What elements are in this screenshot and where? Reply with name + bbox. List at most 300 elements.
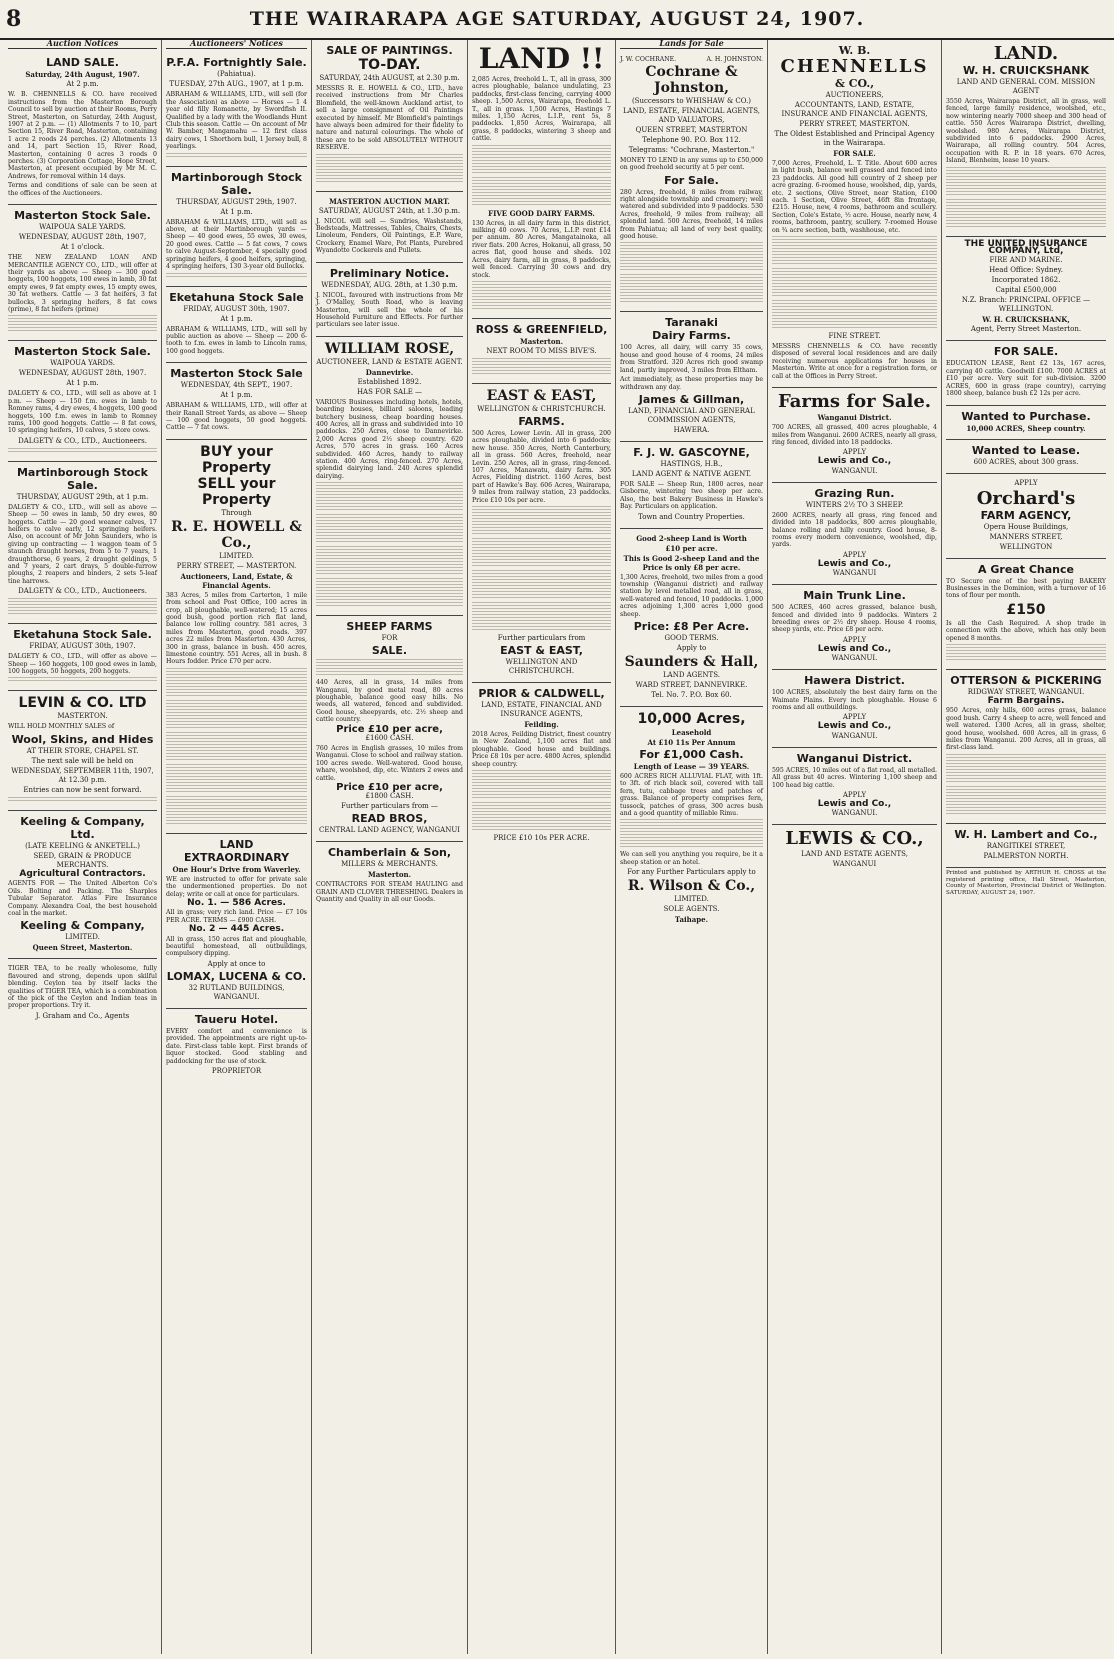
ad-body: EVERY comfort and convenience is provided. The appointments are right up-to-date. First-class table kept. First brands of liquor stocked. Good stabling and paddocking for the use of stock. [166, 1027, 307, 1065]
ad-body: 1,300 Acres, freehold, two miles from a good township (Wanganui district) and railway station by level metalled road, all in grass, well-watered and fenced, 10 paddocks. 1,000 acres adjoining 1,300 acres 1,000 good sheep. [620, 573, 763, 618]
ad-price-1: Price £10 per acre, [336, 723, 443, 735]
ad-incorporated: Incorporated 1862. [991, 276, 1061, 285]
text-filler [472, 281, 611, 311]
ad-signature: DALGETY & CO., LTD., Auctioneers. [18, 587, 147, 596]
ad-title: LAND EXTRAORDINARY [183, 837, 290, 864]
otterson-pickering-ad [946, 670, 1106, 824]
ad-body: 600 ACRES RICH ALLUVIAL FLAT, with 1ft. to 3ft. of rich black soil, covered with tall fern, tutu, cabbage trees and patches of grass. Balance of property comprises fern, tussock, patches of grass, 300 acres bush and a good quantity of millable Rimu. [620, 772, 763, 817]
ad-address: 32 RUTLAND BUILDINGS, WANGANUI. [188, 983, 285, 1001]
ad-firm: Lewis and Co., [817, 721, 892, 732]
ad-body: ABRAHAM & WILLIAMS, LTD., will sell (for the Association) as above — Horses — 1 4 year old filly Romanette, by Swordfish II. Qualified by a lady with the Woodlands Hunt Club this season. Cattle — On account of Mr W. Bamber, Mangamahu — 12 first class dairy cows, 1 Shorthorn bull, 1 Jersey bull, 8 yearlings. [166, 91, 307, 151]
ad-title-3: & CO., [834, 77, 875, 90]
ad-title: PRIOR & CALDWELL, [478, 686, 605, 700]
ad-body: 500 ACRES, 460 acres grassed, balance bush, fenced and divided into 9 paddocks. Winters 2 breeding ewes or 2½ dry sheep. House 4 rooms, sheep yards, etc. Price £8 per acre. [772, 604, 937, 634]
lambert-ad [946, 824, 1106, 868]
ad-body-2: MESSRS CHENNELLS & CO. have recently disposed of several local residences and are daily receiving numerous applications for houses in Masterton. Write at once for a registration form, or call at the Offices in Perry Street. [772, 343, 937, 380]
ad-body: CONTRACTORS FOR STEAM HAULING and GRAIN AND CLOVER THRESHING. Dealers in Quantity and Quality in all our Goods. [316, 881, 463, 904]
text-filler [472, 802, 611, 832]
ad-address: Queen Street, Masterton. [32, 943, 133, 953]
keeling-ad [8, 811, 157, 959]
ad-title: W. H. Lambert and Co., [954, 827, 1098, 841]
ad-apply: APPLY [842, 635, 867, 644]
ad-address: QUEEN STREET, MASTERTON [635, 125, 748, 134]
ad-body: 100 Acres, all dairy, will carry 35 cows, house and good house of 4 rooms, 24 miles from Stratford. 320 Acres rich good swamp land, partly improved, 3 miles from Eltham. [620, 344, 763, 374]
ad-town: Town and Country Properties. [638, 512, 745, 521]
ad-further: For any Further Particulars apply to [627, 868, 756, 877]
ad-agents: AGENTS FOR — The United Alberton Co's Oils. Bolting and Packing. The Sharples Tubular Separator. Atlas Fire Insurance Company. Alexandra Coal, the best household coal in the market. [8, 880, 157, 917]
ad-title: LEWIS & CO., [785, 828, 924, 850]
text-filler [946, 199, 1106, 229]
column-6 [768, 40, 942, 1654]
ad-sole-agents: SOLE AGENTS. [663, 905, 720, 914]
ad-price: Price: £8 Per Acre. [633, 619, 750, 633]
hawera-district-ad [772, 670, 937, 748]
ad-note: Act immediately, as these properties may be withdrawn any day. [620, 376, 763, 391]
ad-cash: For £1,000 Cash. [639, 747, 744, 761]
wanted-lease-ad [946, 440, 1106, 474]
ad-title-2: Agricultural Contractors. [19, 868, 146, 879]
ad-for-sale: FOR SALE. [833, 149, 876, 158]
ad-title: Grazing Run. [814, 486, 895, 500]
main-trunk-ad [772, 585, 937, 670]
ad-title-2: CHENNELLS [780, 56, 929, 77]
ad-further: Further particulars from — [341, 802, 438, 811]
ad-firm: Lewis and Co., [817, 799, 892, 810]
column-2 [162, 40, 312, 1654]
ad-body: 600 ACRES, about 300 grass. [973, 457, 1079, 466]
ad-date: WEDNESDAY, SEPTEMBER 11th, 1907, At 12.30 p.m. [11, 766, 154, 784]
land-ad [472, 40, 611, 319]
ad-subtitle: WINTERS 2½ TO 3 SHEEP. [805, 500, 904, 509]
column-1 [4, 40, 162, 1654]
ad-title-2: TO-DAY. [358, 57, 421, 73]
text-filler [8, 797, 157, 803]
text-filler [620, 819, 763, 849]
ad-firm: READ BROS, [351, 812, 428, 826]
ad-note: The next sale will be held on [31, 756, 134, 765]
ad-subtitle: WELLINGTON & CHRISTCHURCH. [477, 404, 606, 413]
ad-date: WEDNESDAY, AUG. 28th, at 1.30 p.m. [321, 280, 458, 289]
cochrane-johnston-ad [620, 52, 763, 312]
ad-title: SALE OF PAINTINGS. [326, 44, 453, 57]
ad-place: PALMERSTON NORTH. [983, 851, 1069, 860]
ad-date: Saturday, 24th August, 1907. [25, 70, 140, 80]
ad-entries: Entries can now be sent forward. [23, 785, 142, 794]
ad-title: EAST & EAST, [486, 387, 597, 404]
ad-terms: GOOD TERMS. [664, 633, 719, 642]
text-filler [316, 514, 463, 544]
farms-for-sale-ad [772, 388, 937, 483]
text-filler [772, 300, 937, 330]
masterton-sale-ad [166, 363, 307, 440]
ad-note: We can sell you anything you require, be it a sheep station or an hotel. [620, 851, 763, 866]
ad-title: Keeling & Company, Ltd. [20, 814, 145, 841]
ad-title: A Great Chance [978, 562, 1074, 576]
ad-title: P.F.A. Fortnightly Sale. [166, 56, 307, 70]
ad-body: 7,000 Acres, Freehold, L. T. Title. About 600 acres in light bush, balance well grassed and fenced into 23 paddocks. All good hill country of 2 sheep per acre grazing. 6-roomed house, woolshed, dip, yards, etc. 2 sections, Olive Street, near Station, £100 each. 1 Section, Olive Street, 46ft 8in frontage, £215. House, new, 4 rooms, bathroom and scullery. Section, Cole's Estate, ½ acre. House, nearly new, 4 rooms, bathroom, pantry, scullery. 7-roomed House on ¾ acre section, bath, washhouse, etc. [772, 160, 937, 234]
ad-subtitle: RANGITIKEI STREET, [986, 841, 1066, 850]
ad-telegrams: Telegrams: "Cochrane, Masterton." [628, 145, 755, 154]
ad-title: Orchard's [976, 487, 1076, 509]
ad-address: MANNERS STREET, [989, 532, 1063, 541]
ad-title: Eketahuna Stock Sale [169, 290, 304, 304]
ad-firm-sub: CENTRAL LAND AGENCY, WANGANUI [319, 826, 460, 835]
ad-limited: LIMITED. [219, 551, 254, 560]
ad-body: DALGETY & CO., LTD., will sell as above — Sheep — 50 ewes in lamb, 50 dry ewes, 80 hoggets. Cattle — 20 good weaner calves, 17 heifers to calve early, 12 springing heifers. Also, on account of Mr John Saunders, who is giving up contracting — 1 waggon team of 5 staunch draught horses, from 5 to 7 years, 1 draughthorse, 6 years, 2 draught geldings, 5 and 7 years, 2 cart drays, 5 double-furrow ploughs, 2 reapers and binders, 2 sets 5-leaf tine harrows. [8, 503, 157, 585]
ad-subtitle: (LATE KEELING & ANKETELL.) [25, 841, 140, 850]
text-filler [166, 764, 307, 794]
ad-signature: J. Graham and Co., Agents [35, 1011, 130, 1020]
ad-place: WANGANUI. [831, 809, 878, 818]
ad-time: At 1 p.m. [220, 391, 253, 400]
ad-body: 3550 Acres, Wairarapa District, all in grass, well fenced, large family residence, woolshed, etc., now wintering nearly 7000 sheep and 300 head of cattle. 550 Acres Wairarapa District, dwelling, woolshed. 980 Acres, Wairarapa District, subdivided into 6 paddocks. 2900 Acres, Wairarapa, all rolling country. 504 Acres, occupation with R. P. in 18 years. 670 Acres, Island, Blenheim, lease 10 years. [946, 98, 1106, 165]
text-filler [472, 506, 611, 536]
ad-signature: DALGETY & CO., LTD., Auctioneers. [18, 436, 147, 445]
ad-body: W. B. CHENNELLS & CO. have received instructions from the Masterton Borough Council to sell by auction at their Rooms, Perry Street, Masterton, on Saturday, 24th August, 1907 at 2 p.m. — (1) Allotments 7 to 10, part Section 15, River Road, Masterton, containing 1 acre 2 roods 24 perches. (2) Allotments 13 and 14, part Section 15, River Road, Masterton, containing 0 acres 3 roods 0 perches. (3) Corporation Cottage, Hope Street, Masterton, at present occupied by Mr M. C. Andrews, for removal within 14 days. [8, 91, 157, 180]
ad-subtitle: MASTERTON. [57, 712, 108, 721]
ad-subtitle: MILLERS & MERCHANTS. [341, 860, 438, 869]
column-header: Lands for Sale [620, 40, 763, 49]
text-filler [166, 732, 307, 762]
ad-body: 100 ACRES, absolutely the best dairy farm on the Waimate Plains. Every inch ploughable. House 6 rooms and all outbuildings. [772, 689, 937, 711]
ad-subtitle: RIDGWAY STREET, WANGANUI. [967, 687, 1085, 696]
ad-title: LAND SALE. [46, 56, 119, 70]
eketahuna-stock-sale [8, 624, 157, 691]
ad-apply: Apply to [676, 643, 707, 652]
ad-apply: APPLY [842, 550, 867, 559]
ad-apply: APPLY [842, 713, 867, 722]
text-filler [8, 315, 157, 333]
ross-greenfield-ad [472, 319, 611, 384]
ad-body: 440 Acres, all in grass, 14 miles from Wanganui, by good metal road, 80 acres ploughable, balance good easy hills. No weeds, all watered, fenced and subdivided. Good house, sheepyards, etc. 2½ sheep and cattle country. [316, 679, 463, 724]
ad-line-1: BUY your Property [200, 443, 273, 476]
ad-address: PERRY STREET, MASTERTON. [799, 120, 910, 128]
ad-apply: APPLY [842, 448, 867, 457]
ad-place: Feilding. [524, 719, 559, 729]
ad-firm-sub: LAND, FINANCIAL AND GENERAL COMMISSION AGENTS, [628, 406, 755, 424]
ad-date: TUESDAY, 27th AUG., 1907, at 1 p.m. [169, 80, 304, 89]
ad-farms: FARMS. [518, 414, 565, 428]
chamberlain-ad [316, 842, 463, 910]
ad-place: Dannevirke. [365, 367, 414, 377]
ad-title: LEVIN & CO. LTD [18, 695, 147, 712]
ad-body: THE NEW ZEALAND LOAN AND MERCANTILE AGENCY CO., LTD., will offer at their yards as above — Sheep — 300 good hoggets, 100 hoggets, 100 ewes in lamb, 30 fat empty ewes, 9 fat empty ewes, 15 empty ewes, 30 fat wethers. Cattle — 3 fat heifers, 3 fat bullocks, 3 springing heifers, 8 fat cows (prime), 8 fat heifers (prime) [8, 254, 157, 313]
ad-title: LAND !! [478, 42, 605, 75]
ad-body-2: 760 Acres in English grasses, 10 miles from Wanganui. Close to school and railway station. 100 acres swede. Well-watered. Good house, whare, woolshed, dip, etc. Winters 2 ewes and cattle. [316, 745, 463, 782]
ad-title: 10,000 Acres, [637, 710, 746, 727]
ad-subtitle: WAIPOUA YARDS. [50, 359, 115, 368]
text-filler [946, 644, 1106, 662]
ad-subtitle: Leasehold [671, 727, 712, 737]
ad-line-3: Through [221, 508, 252, 517]
ad-note: The Oldest Established and Principal Agency in the Wairarapa. [774, 130, 935, 147]
cruickshank-land-ad [946, 40, 1106, 237]
ad-title: Wanganui District. [796, 751, 913, 765]
pfa-sale-ad [166, 52, 307, 166]
ad-five-dairy-farms: FIVE GOOD DAIRY FARMS. [488, 208, 595, 218]
wanted-purchase-ad [946, 406, 1106, 440]
ad-for-sale: For Sale. [664, 173, 719, 187]
ad-name: W. H. CRUICKSHANK [963, 64, 1089, 77]
ad-price: £150 [1006, 601, 1046, 618]
ad-body: J. NICOL, favoured with instructions from Mr J. O'Malley, South Road, who is leaving Masterton, will sell the whole of his Household Furniture and Effects. For further particulars see later issue. [316, 291, 463, 329]
ad-line-2: £10 per acre. [665, 543, 718, 553]
column-4 [468, 40, 616, 1654]
text-filler [772, 236, 937, 266]
ad-line: ACCOUNTANTS, LAND, ESTATE, INSURANCE AND FINANCIAL AGENTS, [781, 101, 928, 118]
ad-lease: Length of Lease — 39 YEARS. [633, 761, 750, 771]
ad-body: 280 Acres, freehold, 8 miles from railway, right alongside township and creamery; well watered and subdivided into 9 paddocks. 530 Acres, freehold, 9 miles from railway; all splendid land. 500 Acres, freehold, 14 miles from Pahiatua; all land of very best quality, good house. [620, 188, 763, 241]
ad-subtitle: LAND AND GENERAL COM. MISSION AGENT [956, 78, 1096, 95]
ad-place: WELLINGTON [999, 542, 1053, 551]
ad-body: MESSRS R. E. HOWELL & CO., LTD., have received instructions from Mr Charles Blomfield, the well-known Auckland artist, to sell a large consignment of Oil Paintings executed by himself. Mr Blomfield's paintings have always been admired for their fidelity to nature and natural colourings. The whole of these are to be sold ABSOLUTELY WITHOUT RESERVE. [316, 85, 463, 152]
ad-title: Farms for Sale. [777, 391, 932, 413]
text-filler [8, 598, 157, 616]
ad-line: LAND AGENT & NATIVE AGENT. [631, 469, 752, 478]
ad-title: F. J. W. GASCOYNE, [633, 445, 750, 459]
ad-title: W. B. [838, 44, 871, 57]
ad-body: J. NICOL will sell — Sundries, Washstands, Bedsteads, Mattresses, Tables, Chairs, Chests, Linoleum, Fenders, Oil Paintings, E.P. Ware, Crockery, Enamel Ware, Pot Plants, Purebred Wyandotte Cockerels and Pullets. [316, 217, 463, 255]
ad-fine-street: FINE STREET. [828, 332, 881, 341]
ad-place: Taihape. [674, 915, 709, 925]
ad-lot-2-body: All in grass, 150 acres flat and ploughable, beautiful homestead, all outbuildings, compulsory dipping. [166, 935, 307, 958]
ad-agent: W. H. CRUICKSHANK, [982, 315, 1070, 325]
masthead [0, 0, 1114, 40]
ad-limited: LIMITED. [65, 933, 100, 942]
ad-title: Eketahuna Stock Sale. [13, 628, 152, 642]
ad-subtitle: Opera House Buildings, [983, 522, 1069, 531]
eketahuna-sale-ad [166, 287, 307, 364]
ad-title: Martinborough Stock Sale. [16, 465, 148, 492]
ad-line-1: Good 2-sheep Land is Worth [636, 533, 747, 543]
ad-body: ABRAHAM & WILLIAMS, LTD., will sell by public auction as above — Sheep — 200 6-tooth to f.m. ewes in lamb to Lincoln rams, 100 good hoggets. [166, 325, 307, 355]
ad-subtitle: One Hour's Drive from Waverley. [172, 864, 301, 874]
ad-title: FOR SALE. [993, 345, 1059, 359]
ad-body: WILL HOLD MONTHLY SALES of [8, 723, 115, 731]
ad-title-2: FARM AGENCY, [980, 508, 1072, 522]
text-filler [472, 538, 611, 568]
wilson-ad [620, 707, 763, 930]
ad-time: At 2 p.m. [66, 80, 99, 89]
ad-title: Masterton Stock Sale. [14, 345, 151, 359]
ad-address: WARD STREET, DANNEVIRKE. [635, 680, 748, 689]
ad-date: THURSDAY, AUGUST 29th, at 1 p.m. [16, 492, 149, 501]
text-filler [472, 570, 611, 600]
ad-branch: N.Z. Branch: PRINCIPAL OFFICE — WELLINGTON. [961, 296, 1091, 314]
text-filler [166, 796, 307, 826]
ad-lot-2: No. 2 — 445 Acres. [188, 924, 285, 935]
ad-subtitle: LAND, ESTATE, FINANCIAL AND INSURANCE AGENTS, [481, 700, 602, 718]
ad-title: Hawera District. [804, 674, 905, 688]
ad-agent-sub: Agent, Perry Street Masterton. [970, 325, 1082, 334]
united-insurance-ad [946, 237, 1106, 342]
martinborough-stock-sale [8, 462, 157, 624]
ad-line: LAND, ESTATE, FINANCIAL AGENTS, AND VALUATORS, [622, 106, 761, 124]
ad-body: DALGETY & CO., LTD., will offer as above — Sheep — 160 hoggets, 100 good ewes in lamb, 100 hoggets, 50 hoggets, 200 hoggets. [8, 653, 157, 676]
east-east-ad [472, 384, 611, 683]
ad-title: LAND. [993, 43, 1059, 64]
ad-date: WEDNESDAY, AUGUST 28th, 1907. [18, 369, 147, 378]
lewis-co-ad [772, 825, 937, 875]
ad-body: 2018 Acres, Feilding District, finest country in New Zealand, 1,100 acres flat and ploughable. Good house and buildings. Price £8 10s per acre. 4800 Acres, splendid sheep country. [472, 730, 611, 768]
for-sale-ad [946, 341, 1106, 405]
howell-ad [166, 440, 307, 834]
newspaper-title: THE WAIRARAPA AGE SATURDAY, AUGUST 24, 1907. [249, 8, 865, 30]
ad-firm: EAST & EAST, [500, 643, 583, 657]
text-filler [472, 358, 611, 376]
column-3 [312, 40, 468, 1654]
ad-date: FRIDAY, AUGUST 30th, 1907. [29, 642, 136, 651]
ad-established: Established 1892. [357, 377, 422, 386]
ad-subtitle: HASTINGS, H.B., [660, 459, 723, 468]
ad-subtitle: AUCTIONEERS, [825, 91, 884, 99]
ad-apply: Apply at once to [207, 959, 266, 968]
ad-title-2: Wool, Skins, and Hides [11, 732, 154, 746]
ad-title: Main Trunk Line. [803, 589, 906, 603]
text-filler [166, 700, 307, 730]
ad-body: FOR SALE — Sheep Run, 1800 acres, near Gisborne, wintering two sheep per acre. Also, the best Bakery Business in Hawke's Bay. Particulars on application. [620, 480, 763, 511]
ad-subtitle: NEXT ROOM TO MISS BIVE'S. [486, 346, 597, 355]
grazing-run-ad [772, 483, 937, 585]
ad-terms: Terms and conditions of sale can be seen at the offices of the Auctioneers. [8, 182, 157, 197]
ad-cash-2: £1800 CASH. [365, 792, 414, 801]
page-columns [4, 40, 1110, 1654]
printer-imprint: Printed and published by ARTHUR H. CROSS at the registered printing office, Hall Street, Masterton, County of Masterton, Provincial District of Wellington. SATURDAY, AUGUST 24, 1907. [946, 869, 1106, 897]
ad-body: TO Secure one of the best paying BAKERY Businesses in the Dominion, with a turnover of 16 tons of flour per month. [946, 577, 1106, 600]
ad-body: TIGER TEA, to be really wholesome, fully flavoured and strong, depends upon skilful blending. Ceylon tea by itself lacks the qualities of TIGER TEA, which is a combination of the pick of the Ceylon and Indian teas in proper proportions. Try it. [8, 965, 157, 1010]
ad-body: 10,000 ACRES, Sheep country. [966, 423, 1086, 433]
ad-telephone: Tel. No. 7. P.O. Box 60. [651, 690, 732, 699]
ad-body: EDUCATION LEASE, Rent £2 13s, 167 acres, carrying 40 cattle. Goodwill £100. 7000 ACRES at £10 per acre. Very suit for sub-division. 3200 ACRES, 600 in grass (rape country), carrying 1800 sheep, balance bush £2 12s per acre. [946, 360, 1106, 398]
ad-title: Chamberlain & Son, [327, 846, 452, 860]
ad-date: SATURDAY, 24th AUGUST, at 2.30 p.m. [319, 74, 460, 82]
ad-line: SEED, GRAIN & PRODUCE MERCHANTS. [33, 851, 132, 869]
ad-date: THURSDAY, AUGUST 29th, 1907. [176, 197, 297, 206]
column-7 [942, 40, 1110, 1654]
ad-subtitle: FIRE AND MARINE. [989, 256, 1063, 265]
ad-price-2: Price £10 per acre, [336, 782, 443, 794]
text-filler [472, 602, 611, 632]
ad-place: Masterton. [367, 870, 412, 880]
partner-right: A. H. JOHNSTON. [706, 56, 763, 64]
ad-title: Taranaki [665, 316, 718, 330]
ad-time: At 1 p.m. [66, 379, 99, 388]
ad-limited: LIMITED. [674, 895, 709, 904]
ad-place: WANGANUI. [831, 654, 878, 663]
text-filler [472, 770, 611, 800]
text-filler [316, 578, 463, 608]
ad-body: ABRAHAM & WILLIAMS, LTD., will sell as above, at their Martinborough yards — Sheep — 40 good ewes, 55 ewes, 30 ewes, 20 good ewes. Cattle — 5 fat cows, 7 cows to calve August-September, 4 specially good springing heifers, 4 good heifers, springing, 4 springing heifers, 130 3-year old bullocks. [166, 218, 307, 271]
ad-place: WANGANUI [832, 569, 877, 578]
ad-place: HAWERA. [673, 425, 710, 434]
ad-title: OTTERSON & PICKERING [950, 673, 1102, 687]
ad-place: WANGANUI [832, 860, 877, 869]
ad-farm-bargains: Farm Bargains. [987, 695, 1065, 706]
land-extraordinary-ad [166, 834, 307, 1009]
text-filler [316, 546, 463, 576]
ad-firm: Lewis and Co., [817, 643, 892, 654]
ad-price: PRICE £10 10s PER ACRE. [493, 834, 590, 842]
martinborough-sale-ad [166, 167, 307, 287]
ad-name: Keeling & Company, [20, 919, 145, 933]
ad-date: FRIDAY, AUGUST 30th, 1907. [183, 304, 290, 313]
ad-capital: Capital £500,000 [995, 286, 1057, 295]
ad-body: 2,085 Acres, freehold L. T., all in grass, 300 acres ploughable, balance undulating, 23 paddocks, first-class fencing, carrying 4000 sheep. 1,500 Acres, Wairarapa, freehold L. T., all in grass. 1,500 Acres, Hastings 7 miles. 1,150 Acres, L.I.P., rent 5s, 8 paddocks. 1,850 Acres, Wairarapa, all grass, 8 paddocks, wintering 3 sheep and cattle. [472, 76, 611, 143]
ad-body: VARIOUS Businesses including hotels, hotels, boarding houses, billiard saloons, leading butchery business, cheap boarding houses. 400 Acres, all in grass and subdivided into 10 paddocks. 250 Acres, close to Dannevirke. 2,000 Acres good 2½ sheep country. 620 Acres, 570 acres in grass. 160 Acres subdivided. 460 Acres, handy to railway station. 400 Acres, ring-fenced. 270 Acres, splendid dairying land. 240 Acres splendid dairying. [316, 398, 463, 480]
preliminary-notice-ad [316, 263, 463, 337]
text-filler [166, 668, 307, 698]
sheep-farms-ad [316, 616, 463, 842]
ad-title: SHEEP FARMS [346, 620, 433, 634]
text-filler [472, 177, 611, 207]
ad-body: 2600 ACRES, nearly all grass, ring fenced and divided into 18 paddocks, 800 acres ploughable, balance rolling and hilly country. Good house, 8-rooms every modern convenience, woolshed, dip, yards. [772, 511, 937, 549]
ad-place: WANGANUI. [831, 731, 878, 740]
ad-firm: Lewis and Co., [817, 558, 892, 569]
ad-role: Auctioneers, Land, Estate, & Financial Agents. [180, 571, 293, 590]
text-filler [316, 482, 463, 512]
ad-time: At 1 p.m. [220, 314, 253, 323]
text-filler [8, 448, 157, 454]
ad-body: 383 Acres, 5 miles from Carterton, 1 mile from school and Post Office, 100 acres in crop, all ploughable, well-watered; 15 acres good bush, good portion rich flat land, balance low rolling country. 581 acres, 3 miles from Masterton, good roads. 397 acres 22 miles from Masterton. 430 Acres, 300 in grass, balance in bush. 450 acres, limestone country. 551 Acres, all in bush. 8 Hours fodder. Price £70 per acre. [166, 591, 307, 666]
ad-firm: R. Wilson & Co., [627, 878, 756, 895]
ad-body: 700 ACRES, all grassed, 400 acres ploughable, 4 miles from Wanganui. 2600 ACRES, nearly all grass, ring fenced, divided into 18 paddocks. [772, 424, 937, 446]
ad-name: R. E. HOWELL & Co., [171, 518, 302, 551]
ad-title-2: Dairy Farms. [652, 329, 731, 343]
text-filler [316, 154, 463, 184]
ad-firm: LOMAX, LUCENA & CO. [166, 969, 307, 983]
partner-left: J. W. COCHRANE. [620, 56, 677, 64]
ad-body: 595 ACRES, 10 miles out of a flat road, all metalled. All grass but 40 acres. Wintering 1,100 sheep and 100 head big cattle. [772, 766, 937, 789]
william-rose-ad [316, 337, 463, 616]
paintings-sale-ad [316, 40, 463, 192]
ad-title: WILLIAM ROSE, [324, 340, 455, 357]
ad-firm-sub: LAND AGENTS. [663, 670, 720, 679]
wanganui-district-ad [772, 748, 937, 826]
ad-firm: James & Gillman, [638, 392, 745, 406]
ad-rent: At £10 11s Per Annum [647, 737, 736, 747]
taueru-hotel-ad [166, 1009, 307, 1082]
ad-firm-sub: WELLINGTON AND CHRISTCHURCH. [505, 657, 578, 675]
ad-money: MONEY TO LEND in any sums up to £50,000 on good freehold security at 5 per cent. [620, 156, 763, 172]
ad-apply: APPLY [1014, 478, 1038, 487]
text-filler [472, 145, 611, 175]
ad-line-3: This is Good 2-sheep Land and the Price is only £8 per acre. [623, 553, 760, 572]
text-filler [946, 754, 1106, 784]
ad-subtitle: (Successors to WHISHAW & CO.) [631, 96, 752, 105]
column-header: Auction Notices [8, 40, 157, 49]
text-filler [946, 167, 1106, 197]
ad-store: AT THEIR STORE, CHAPEL ST. [26, 746, 139, 755]
ad-firm: Saunders & Hall, [624, 653, 759, 670]
saunders-hall-ad [620, 529, 763, 707]
ad-title: Martinborough Stock Sale. [170, 170, 302, 197]
column-5 [616, 40, 768, 1654]
ad-title: Masterton Stock Sale [170, 367, 303, 381]
ad-subtitle: LAND AND ESTATE AGENTS, [801, 850, 908, 859]
ad-firm: Lewis and Co., [817, 456, 892, 467]
text-filler [772, 268, 937, 298]
text-filler [620, 274, 763, 304]
text-filler [166, 273, 307, 279]
masterton-stock-sale-2 [8, 341, 157, 461]
ad-apply: APPLY [842, 791, 867, 800]
levin-ad [8, 691, 157, 810]
ad-place: WANGANUI. [831, 466, 878, 475]
masterton-stock-sale-1 [8, 205, 157, 341]
tea-ad [8, 959, 157, 1026]
text-filler [946, 786, 1106, 816]
ad-telephone: Telephone 90. P.O. Box 112. [642, 135, 741, 144]
